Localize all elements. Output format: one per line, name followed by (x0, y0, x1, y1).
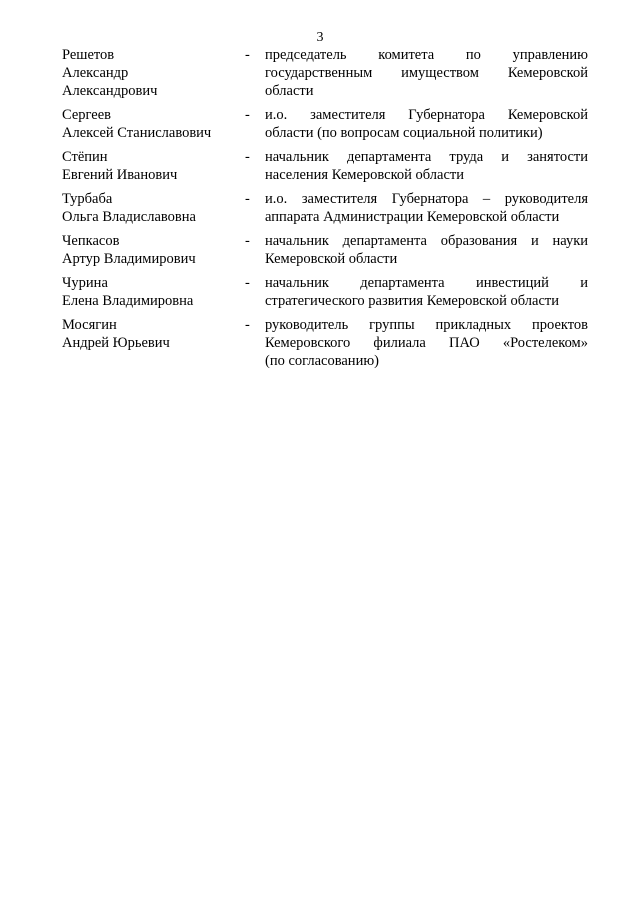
position-line: начальник департамента инвестиций и (265, 275, 588, 291)
member-position (265, 46, 588, 100)
member-position (265, 190, 588, 226)
member-position (265, 274, 588, 310)
position-line: Кемеровского филиала ПАО «Ростелеком» (265, 335, 588, 351)
separator-dash: - (245, 275, 250, 291)
position-line: и.о. заместителя Губернатора – руководителя (265, 191, 588, 207)
member-given-name: Ольга Владиславовна (62, 209, 196, 225)
position-line: государственным имуществом Кемеровской (265, 65, 588, 81)
separator-dash: - (245, 149, 250, 165)
member-position (265, 316, 588, 370)
position-line: начальник департамента труда и занятости (265, 149, 588, 165)
separator-dash: - (245, 107, 250, 123)
separator-dash: - (245, 317, 250, 333)
member-given-name: Елена Владимировна (62, 293, 194, 309)
member-name (62, 316, 245, 370)
position-line: Кемеровской области (265, 251, 398, 267)
member-surname: Чепкасов (62, 233, 120, 249)
position-line: (по согласованию) (265, 353, 379, 369)
member-surname: Чурина (62, 275, 108, 291)
position-line: населения Кемеровской области (265, 167, 465, 183)
member-given-name: Евгений Иванович (62, 167, 178, 183)
position-line: стратегического развития Кемеровской области (265, 293, 559, 309)
member-position (265, 148, 588, 184)
roster-entry (62, 232, 588, 268)
roster-entry (62, 46, 588, 100)
member-patronymic: Александрович (62, 83, 158, 99)
separator-dash: - (245, 191, 250, 207)
member-position (265, 106, 588, 142)
member-given-name: Алексей Станиславович (62, 125, 212, 141)
member-name (62, 274, 245, 310)
roster-entry (62, 274, 588, 310)
member-name (62, 106, 245, 142)
position-line: области (265, 83, 314, 99)
separator-dash: - (245, 233, 250, 249)
member-surname: Сергеев (62, 107, 112, 123)
separator-dash: - (245, 47, 250, 63)
member-surname: Стёпин (62, 149, 108, 165)
member-surname: Турбаба (62, 191, 113, 207)
member-surname: Мосягин (62, 317, 117, 333)
member-name (62, 46, 245, 100)
member-given-name: Александр (62, 65, 129, 81)
position-line: аппарата Администрации Кемеровской области (265, 209, 560, 225)
member-name (62, 190, 245, 226)
member-name (62, 148, 245, 184)
roster-entry (62, 316, 588, 370)
roster-entry (62, 190, 588, 226)
position-line: области (по вопросам социальной политики) (265, 125, 543, 141)
position-line: председатель комитета по управлению (265, 47, 588, 63)
roster-entry (62, 106, 588, 142)
member-position (265, 232, 588, 268)
position-line: начальник департамента образования и науки (265, 233, 588, 249)
position-line: и.о. заместителя Губернатора Кемеровской (265, 107, 588, 123)
member-given-name: Андрей Юрьевич (62, 335, 170, 351)
member-name (62, 232, 245, 268)
member-surname: Решетов (62, 47, 115, 63)
member-roster (62, 46, 588, 376)
member-given-name: Артур Владимирович (62, 251, 196, 267)
page-number: 3 (316, 30, 324, 45)
roster-entry (62, 148, 588, 184)
position-line: руководитель группы прикладных проектов (265, 317, 588, 333)
